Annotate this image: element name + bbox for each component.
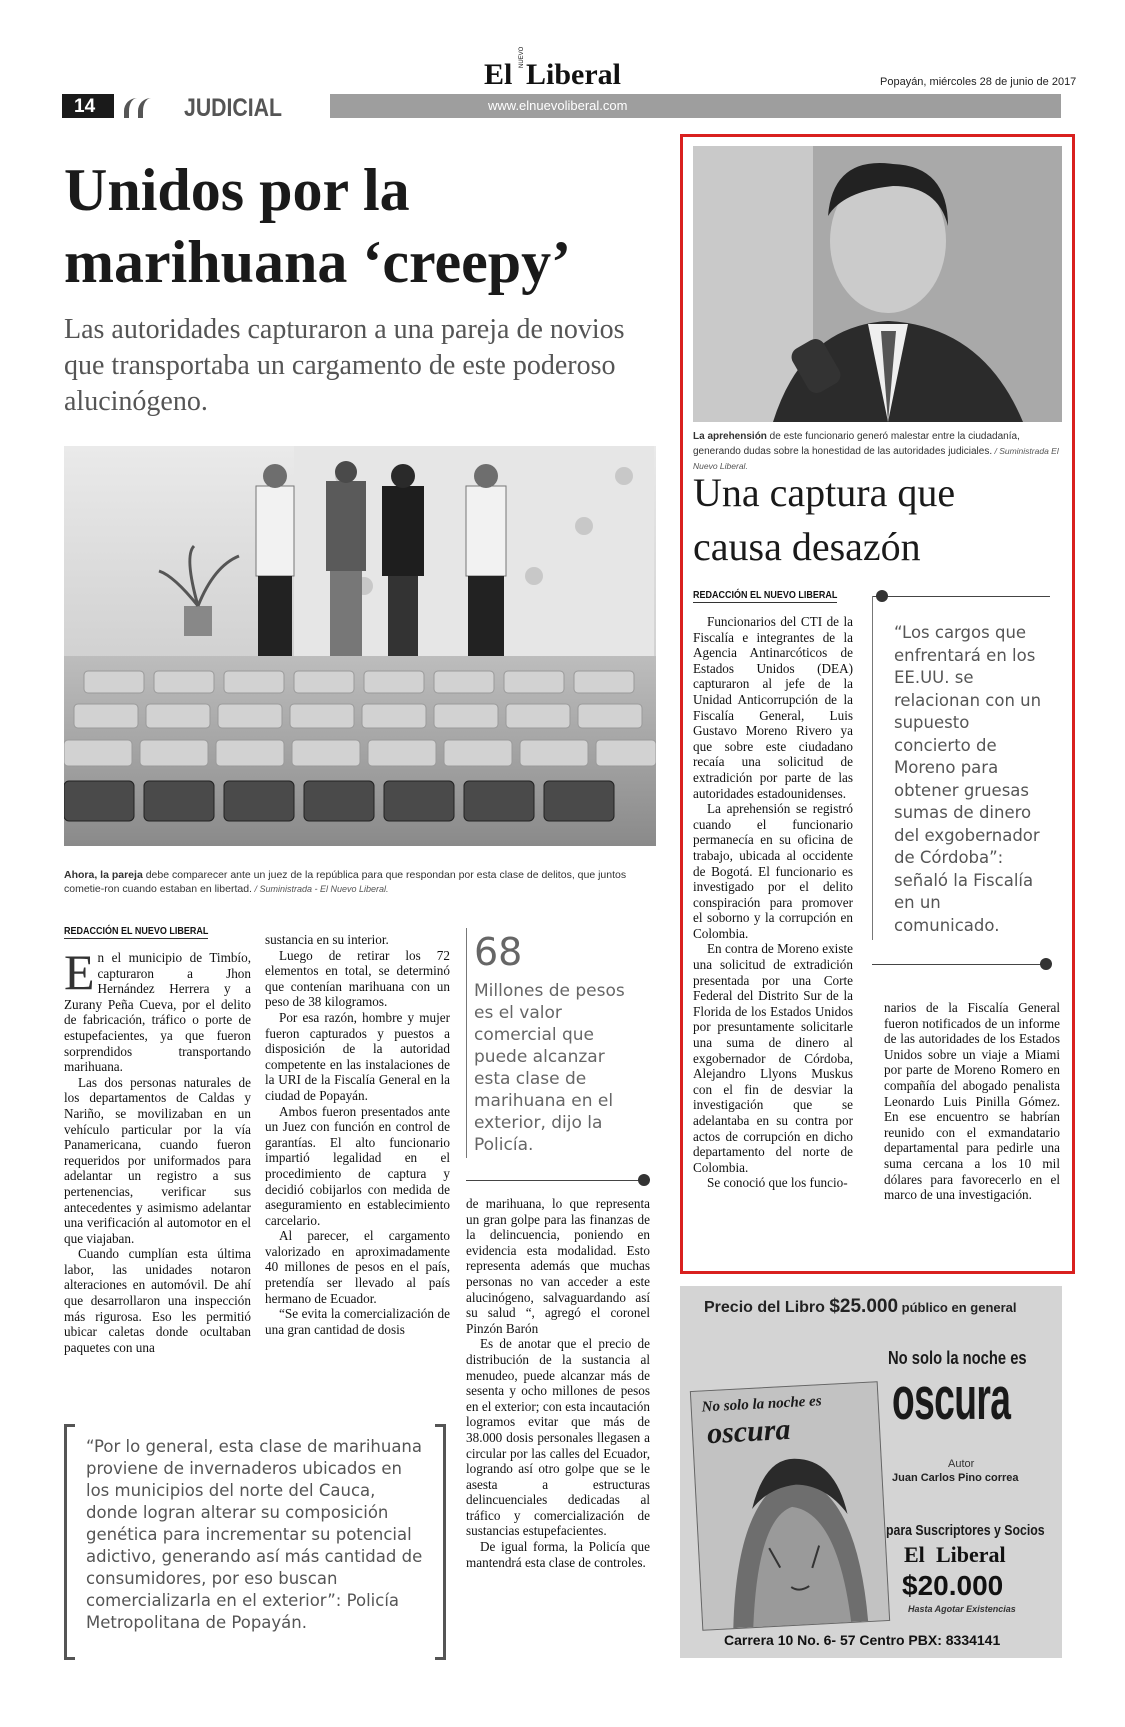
side-column-1: [693, 614, 853, 1191]
ad-author-label: Autor: [948, 1458, 975, 1470]
ad-price-value: $25.000: [829, 1296, 899, 1317]
stat-bullet-icon: [638, 1174, 650, 1186]
cover-title-line1: No solo la noche es: [701, 1393, 822, 1416]
stat-box: [466, 928, 646, 1184]
section-rule: [330, 94, 1061, 118]
logo-liberal: Liberal: [526, 58, 621, 91]
ad-special-price: $20.000: [902, 1570, 1004, 1601]
stat-text: Millones de pesos es el valor comercial que puede alcanzar esta clase de marihuana en el exterior, dijo la Policía.: [474, 981, 625, 1155]
book-cover: [690, 1381, 890, 1631]
ad-book-title-line2: oscura: [892, 1365, 1011, 1432]
side-headline-line1: Una captura que: [693, 470, 956, 515]
header-bar: [62, 94, 1061, 120]
logo-el: El: [484, 58, 513, 91]
drop-cap: E: [64, 944, 95, 1000]
ad-logo: [904, 1542, 1044, 1570]
main-col1-paragraph-1: n el municipio de Timbío, capturaron a Jhon Hernández Herrera y a Zurany Peña Cueva, por el delito de fabricación, tráfico o porte de estupefacientes, ya que fueron sorprendidos transportando marihuana.: [64, 950, 251, 1075]
logo-nuevo: NUEVO: [519, 46, 525, 68]
side-pull-quote: “Los cargos que enfrentará en los EE.UU. se relacionan con un supuesto concierto de Moreno para obtener gruesas sumas de dinero del exgobernador de Córdoba”: señaló la Fiscalía en un comunicado.: [894, 623, 1042, 935]
main-subheadline: Las autoridades capturaron a una pareja de novios que transportaba un cargamento de este poderoso alucinógeno.: [64, 314, 625, 417]
main-column-1: [64, 944, 251, 1355]
main-col2-paragraph-4: Al parecer, el cargamento valorizado en aproximadamente 40 millones de pesos en el país, pretendía ser llevado al país hermano de Ecuador.: [265, 1228, 450, 1306]
main-col2-paragraph-5: “Se evita la comercialización de una gran cantidad de dosis: [265, 1306, 450, 1337]
side-quote-top-bullet-icon: [876, 590, 888, 602]
main-headline: [64, 154, 664, 298]
main-col1-paragraph-2: Las dos personas naturales de los departamentos de Caldas y Nariño, se movilizaban en un vehículo particular por la vía Panamericana, cuando fueron requeridos por uniformados para adelantar un registro a sus pertenencias, verificar sus antecedentes y asimismo adelantar una verificación al automotor en el que viajaban.: [64, 1074, 251, 1246]
main-pull-quote-box: [64, 1424, 446, 1660]
side-col1-paragraph-2: La aprehensión se registró cuando el funcionario permanecía en su oficina de trabajo, ubicada al occidente de Bogotá. El funcionario es investigado por el delito conspiración para promover el soborno y la corrupción en Colombia.: [693, 801, 853, 941]
page-number: 14: [74, 96, 96, 117]
header-website[interactable]: www.elnuevoliberal.com: [488, 98, 628, 113]
side-caption-credit: / Suministrada El Nuevo Liberal.: [693, 446, 1059, 471]
side-quote-bottom-bullet-icon: [1040, 958, 1052, 970]
ad-stock-note: Hasta Agotar Existencias: [908, 1604, 1016, 1614]
side-byline: REDACCIÓN EL NUEVO LIBERAL: [693, 590, 838, 601]
main-column-3: [466, 1196, 650, 1570]
side-pull-quote-box: [872, 590, 1062, 970]
side-col1-paragraph-1: Funcionarios del CTI de la Fiscalía e integrantes de la Agencia Antinarcóticos de Estados Unidos (DEA) capturaron al jefe de la Unidad Anticorrupción de la Fiscalía General, Luis Gustavo Moreno Rivero ya que sobre este ciudadano recaía una solicitud de extradición por parte de las autoridades estadounidenses.: [693, 614, 853, 801]
header-date: Popayán, miércoles 28 de junio de 2017: [880, 76, 1077, 88]
ad-subscribers: para Suscriptores y Socios: [886, 1522, 1045, 1539]
page-number-box: [62, 94, 114, 118]
side-col1-paragraph-3: En contra de Moreno existe una solicitud de extradición presentada por una Corte Federal del Distrito Sur de la Florida de los Estados Unidos por presuntamente solicitarle una suma de dinero al exgobernador de Córdoba, Alejandro Llyons Muskus con el fin de desviar la investigación que se adelantaba en su contra por actos de corrupción en dicho departamento del norte de Colombia.: [693, 941, 853, 1175]
main-caption-credit: / Suministrada - El Nuevo Liberal.: [251, 884, 389, 894]
main-byline: REDACCIÓN EL NUEVO LIBERAL: [64, 926, 209, 937]
section-title: JUDICIAL: [184, 94, 283, 122]
main-column-2: [265, 932, 450, 1337]
main-col2-paragraph-3: Ambos fueron presentados ante un Juez con función en control de garantías. El alto funcionario impartió legalidad en el procedimiento de captura y decidió cobijarlos con medida de aseguramiento en establecimiento carcelario.: [265, 1103, 450, 1228]
main-col3-paragraph-1: Es de anotar que el precio de distribución de la sustancia al menudeo, puede alcanzar más de sesenta y ocho millones de pesos en el exterior; con esta incautación logramos evitar que más de 38.000 dosis personales llegasen a circular por las calles del Ecuador, logrando así otro golpe que se le asesta a estructuras delincuenciales dedicadas al tráfico y comercialización de sustancias estupefacientes.: [466, 1336, 650, 1539]
stat-number: 68: [474, 930, 523, 974]
main-headline-line1: Unidos por la: [64, 157, 410, 223]
side-col1-paragraph-4: Se conoció que los funcio-: [707, 1175, 848, 1191]
main-col1-paragraph-3: Cuando cumplían esta última labor, las unidades notaron alteraciones en automóvil. De ahí que desarrollaron una inspección más rigurosa. Eso les permitió ubicar caletas donde ocultaban paquetes con una: [64, 1246, 251, 1355]
cover-title-line2: oscura: [706, 1412, 792, 1451]
masthead-logo[interactable]: [484, 46, 644, 92]
ad-price-label: Precio del Libro: [704, 1299, 830, 1316]
section-marks: [122, 94, 158, 120]
main-caption-text: debe comparecer ante un juez de la república para que respondan por esta clase de delitos, que juntos cometie-ron cuando estaban en libertad.: [64, 869, 627, 895]
side-col2-paragraph-0: narios de la Fiscalía General fueron notificados de un informe de las autoridades de los Estados Unidos sobre un viaje a Miami por parte de Moreno Romero en compañía del abogado penalista Leonardo Luis Pinilla Gómez. En ese encuentro se habrían reunido con el exmandatario departamental para pedirle una suma cercana a los 10 mil dólares para favorecerlo en el marco de una investigación.: [884, 1000, 1060, 1203]
main-col2-paragraph-2: Por esa razón, hombre y mujer fueron capturados y puestos a disposición de la autoridad competente en las instalaciones de la URI de la Fiscalía General en la ciudad de Popayán.: [265, 1009, 450, 1103]
main-col2-paragraph-0: sustancia en su interior.: [265, 932, 389, 947]
ad-logo-liberal: Liberal: [936, 1542, 1006, 1567]
main-col3-paragraph-0: de marihuana, lo que representa un gran golpe para las finanzas de la delincuencia, poniendo en evidencia esta modalidad. Esto representa además que muchas personas no van acceder a este alucinógeno, salvaguardando así su salud “, agregó el coronel Pinzón Barón: [466, 1196, 650, 1336]
main-col2-paragraph-1: Luego de retirar los 72 elementos en total, se determinó que contenían marihuana con un peso de 38 kilogramos.: [265, 947, 450, 1010]
side-caption-text: de este funcionario generó malestar entre la ciudadanía, generando dudas sobre la honestidad de las autoridades judiciales.: [693, 431, 1020, 457]
main-photo: [64, 446, 656, 846]
ad-logo-el: El: [904, 1542, 925, 1567]
main-caption-bold: Ahora, la pareja: [64, 869, 143, 881]
ad-price-line: [704, 1296, 1017, 1318]
main-headline-line2: marihuana ‘creepy’: [64, 229, 572, 295]
side-caption-bold: La aprehensión: [693, 431, 767, 442]
main-photo-caption: [64, 868, 656, 896]
side-photo: [693, 146, 1062, 422]
main-col3-paragraph-2: De igual forma, la Policía que mantendrá esta clase de controles.: [466, 1539, 650, 1570]
side-headline: [693, 466, 1062, 574]
book-ad[interactable]: [680, 1286, 1062, 1658]
ad-address: Carrera 10 No. 6- 57 Centro PBX: 8334141: [724, 1632, 1001, 1648]
side-column-2: [884, 1000, 1060, 1203]
main-pull-quote: “Por lo general, esta clase de marihuana proviene de invernaderos ubicados en los municipios del norte del Cauca, donde logran alterar su composición genética para incrementar su potencial adictivo, generando así más cantidad de consumidores, por eso buscan comercializarla en el exterior”: Policía Metropolitana de Popayán.: [86, 1437, 423, 1632]
ad-price-suffix: público en general: [898, 1300, 1017, 1315]
ad-author-name: Juan Carlos Pino correa: [892, 1472, 1019, 1484]
ad-book-title-line1: No solo la noche es: [888, 1348, 1027, 1368]
side-headline-line2: causa desazón: [693, 524, 921, 569]
